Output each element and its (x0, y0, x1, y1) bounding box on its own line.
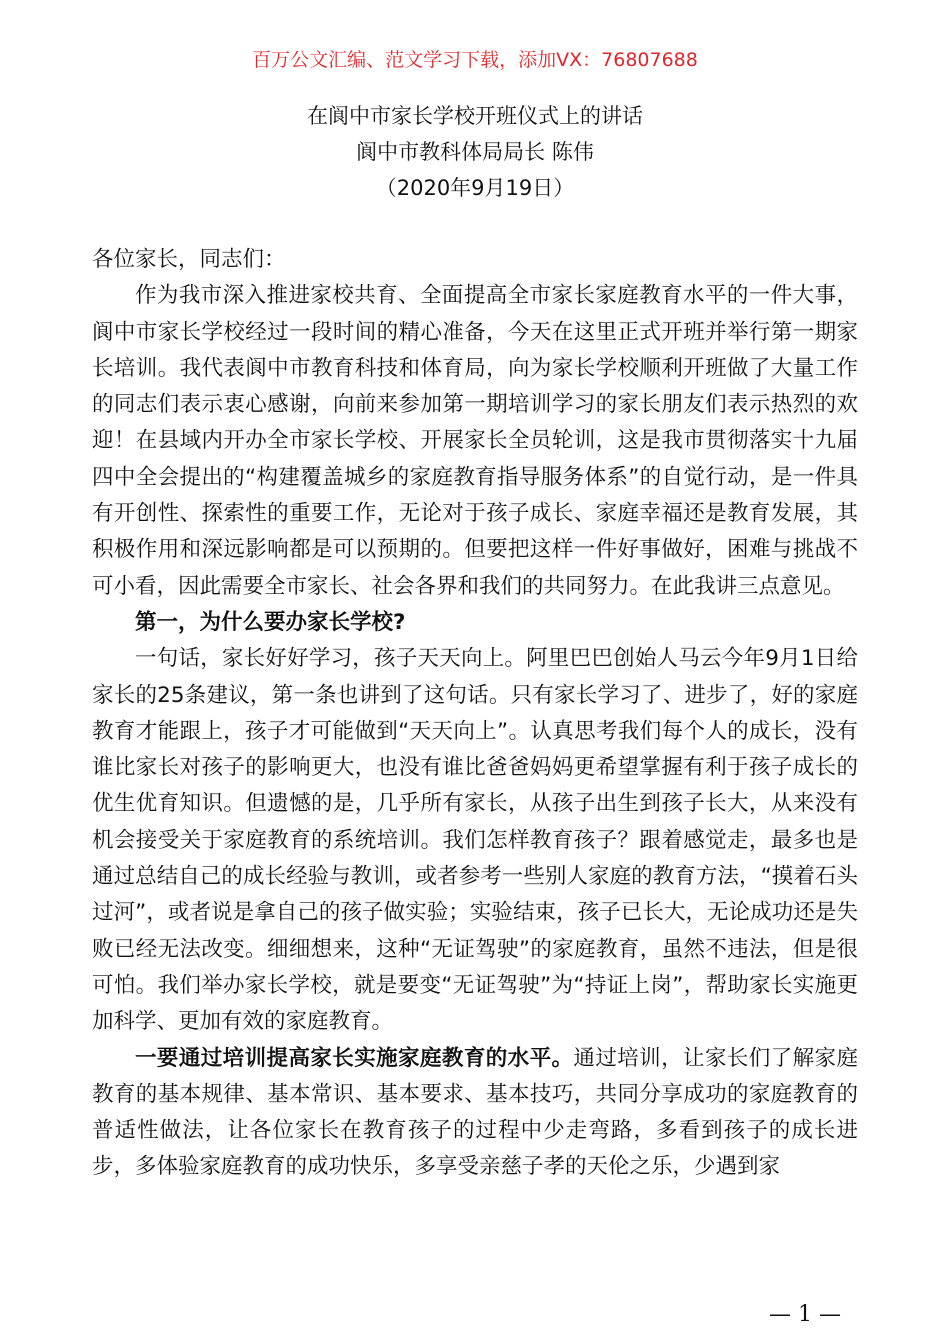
paragraph-intro: 作为我市深入推进家校共育、全面提高全市家长家庭教育水平的一件大事，阆中市家长学校经过一段时间的精心准备，今天在这里正式开班并举行第一期家长培训。我代表阆中市教育科技和体育局，向为家长学校顺利开班做了大量工作的同志们表示衷心感谢，向前来参加第一期培训学习的家长朋友们表示热烈的欢迎！在县域内开办全市家长学校、开展家长全员轮训，这是我市贯彻落实十九届四中全会提出的“构建覆盖城乡的家庭教育指导服务体系”的自觉行动，是一件具有开创性、探索性的重要工作，无论对于孩子成长、家庭幸福还是教育发展，其积极作用和深远影响都是可以预期的。但要把这样一件好事做好，困难与挑战不可小看，因此需要全市家长、社会各界和我们的共同努力。在此我讲三点意见。 (92, 283, 858, 599)
salutation: 各位家长，同志们： (92, 247, 286, 272)
section-heading-1: 第一，为什么要办家长学校? (135, 609, 406, 635)
header-banner: 百万公文汇编、范文学习下载，添加VX：76807688 (252, 49, 698, 71)
paragraph-why: 一句话，家长好好学习，孩子天天向上。阿里巴巴创始人马云今年9月1日给家长的25条建议，第一条也讲到了这句话。只有家长学习了、进步了，好的家庭教育才能跟上，孩子才可能做到“天天向上”。认真思考我们每个人的成长，没有谁比家长对孩子的影响更大，也没有谁比爸爸妈妈更希望掌握有利于孩子成长的优生优育知识。但遗憾的是，几乎所有家长，从孩子出生到孩子长大，从来没有机会接受关于家庭教育的系统培训。我们怎样教育孩子？跟着感觉走，最多也是通过总结自己的成长经验与教训，或者参考一些别人家庭的教育方法，“摸着石头过河”，或者说是拿自己的孩子做实验；实验结束，孩子已长大，无论成功还是失败已经无法改变。细细想来，这种“无证驾驶”的家庭教育，虽然不违法，但是很可怕。我们举办家长学校，就是要变“无证驾驶”为“持证上岗”，帮助家长实施更加科学、更加有效的家庭教育。 (92, 646, 858, 1035)
document-title: 在阆中市家长学校开班仪式上的讲话 (307, 104, 643, 128)
page-number: — 1 — (769, 1302, 841, 1327)
date-line: （2020年9月19日） (375, 176, 575, 200)
speech-body (92, 242, 858, 1186)
paragraph-point-1 (92, 1041, 858, 1186)
title-block (0, 98, 950, 206)
point-1-text: 通过培训，让家长们了解家庭教育的基本规律、基本常识、基本要求、基本技巧，共同分享成功的家庭教育的普适性做法，让各位家长在教育孩子的过程中少走弯路，多看到孩子的成长进步，多体验家庭教育的成功快乐，多享受亲慈子孝的天伦之乐，少遇到家 (92, 1045, 858, 1180)
speaker-line: 阆中市教科体局局长 陈伟 (356, 140, 594, 164)
point-1-lead: 一要通过培训提高家长实施家庭教育的水平。 (135, 1045, 574, 1071)
